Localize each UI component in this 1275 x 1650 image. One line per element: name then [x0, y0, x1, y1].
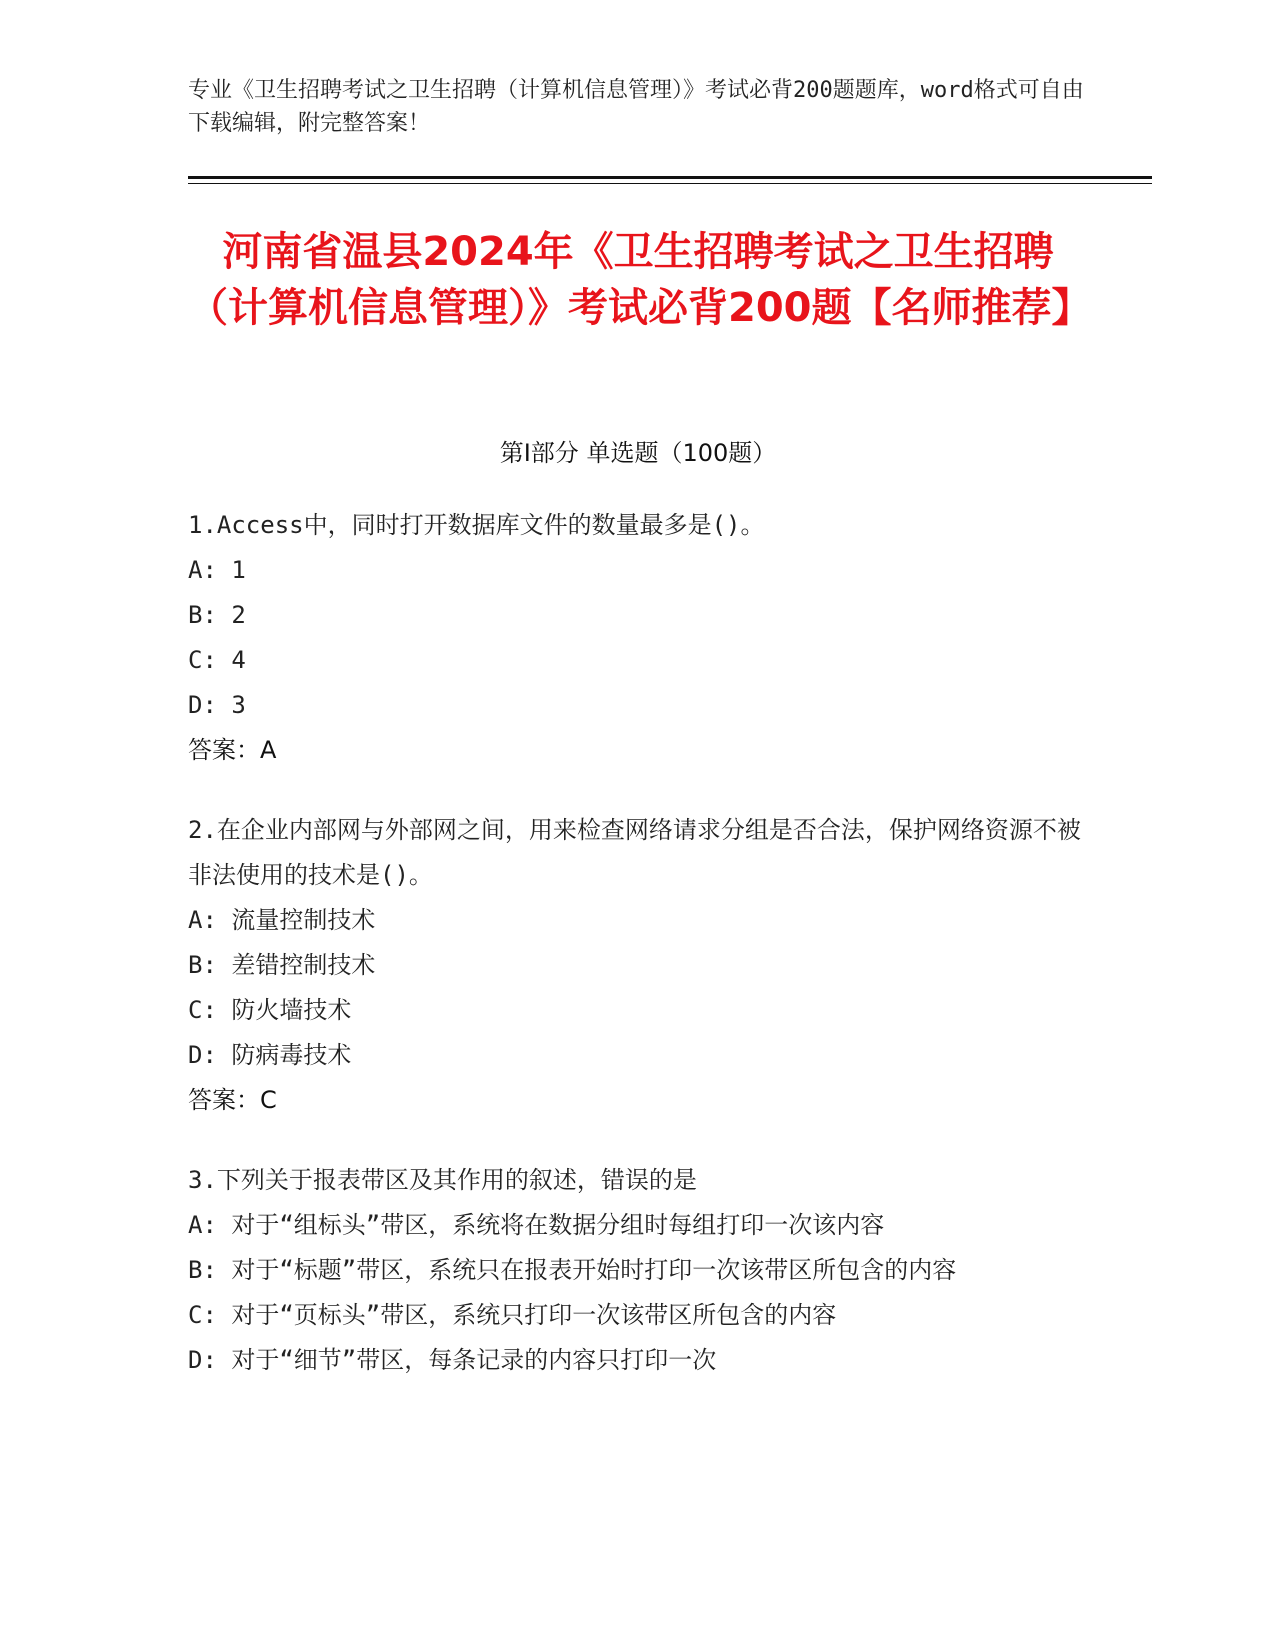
option-d: D: 3 — [188, 691, 246, 719]
option-b: B: 2 — [188, 601, 246, 629]
question-1 — [188, 503, 1088, 773]
option-a: A: 对于“组标头”带区，系统将在数据分组时每组打印一次该内容 — [188, 1211, 885, 1239]
answer: 答案：C — [188, 1086, 277, 1114]
option-c: C: 对于“页标头”带区，系统只打印一次该带区所包含的内容 — [188, 1301, 837, 1329]
question-stem: 2.在企业内部网与外部网之间，用来检查网络请求分组是否合法，保护网络资源不被非法使用的技术是()。 — [188, 816, 1081, 889]
option-d: D: 对于“细节”带区，每条记录的内容只打印一次 — [188, 1346, 717, 1374]
question-stem: 3.下列关于报表带区及其作用的叙述，错误的是 — [188, 1166, 697, 1194]
answer: 答案：A — [188, 736, 277, 764]
question-2 — [188, 808, 1088, 1123]
header-divider-thin — [188, 183, 1152, 184]
header-note: 专业《卫生招聘考试之卫生招聘（计算机信息管理）》考试必背200题题库，word格式可自由下载编辑，附完整答案！ — [188, 78, 1084, 136]
option-b: B: 差错控制技术 — [188, 951, 376, 979]
option-b: B: 对于“标题”带区，系统只在报表开始时打印一次该带区所包含的内容 — [188, 1256, 957, 1284]
document-title: 河南省温县2024年《卫生招聘考试之卫生招聘（计算机信息管理）》考试必背200题【名师推荐】 — [188, 229, 1092, 331]
option-d: D: 防病毒技术 — [188, 1041, 352, 1069]
option-a: A: 流量控制技术 — [188, 906, 376, 934]
header-divider-thick — [188, 176, 1152, 179]
question-stem: 1.Access中，同时打开数据库文件的数量最多是()。 — [188, 511, 765, 539]
question-3 — [188, 1158, 1088, 1383]
section-heading: 第Ⅰ部分 单选题（100题） — [499, 439, 777, 467]
option-c: C: 4 — [188, 646, 246, 674]
option-c: C: 防火墙技术 — [188, 996, 352, 1024]
option-a: A: 1 — [188, 556, 246, 584]
